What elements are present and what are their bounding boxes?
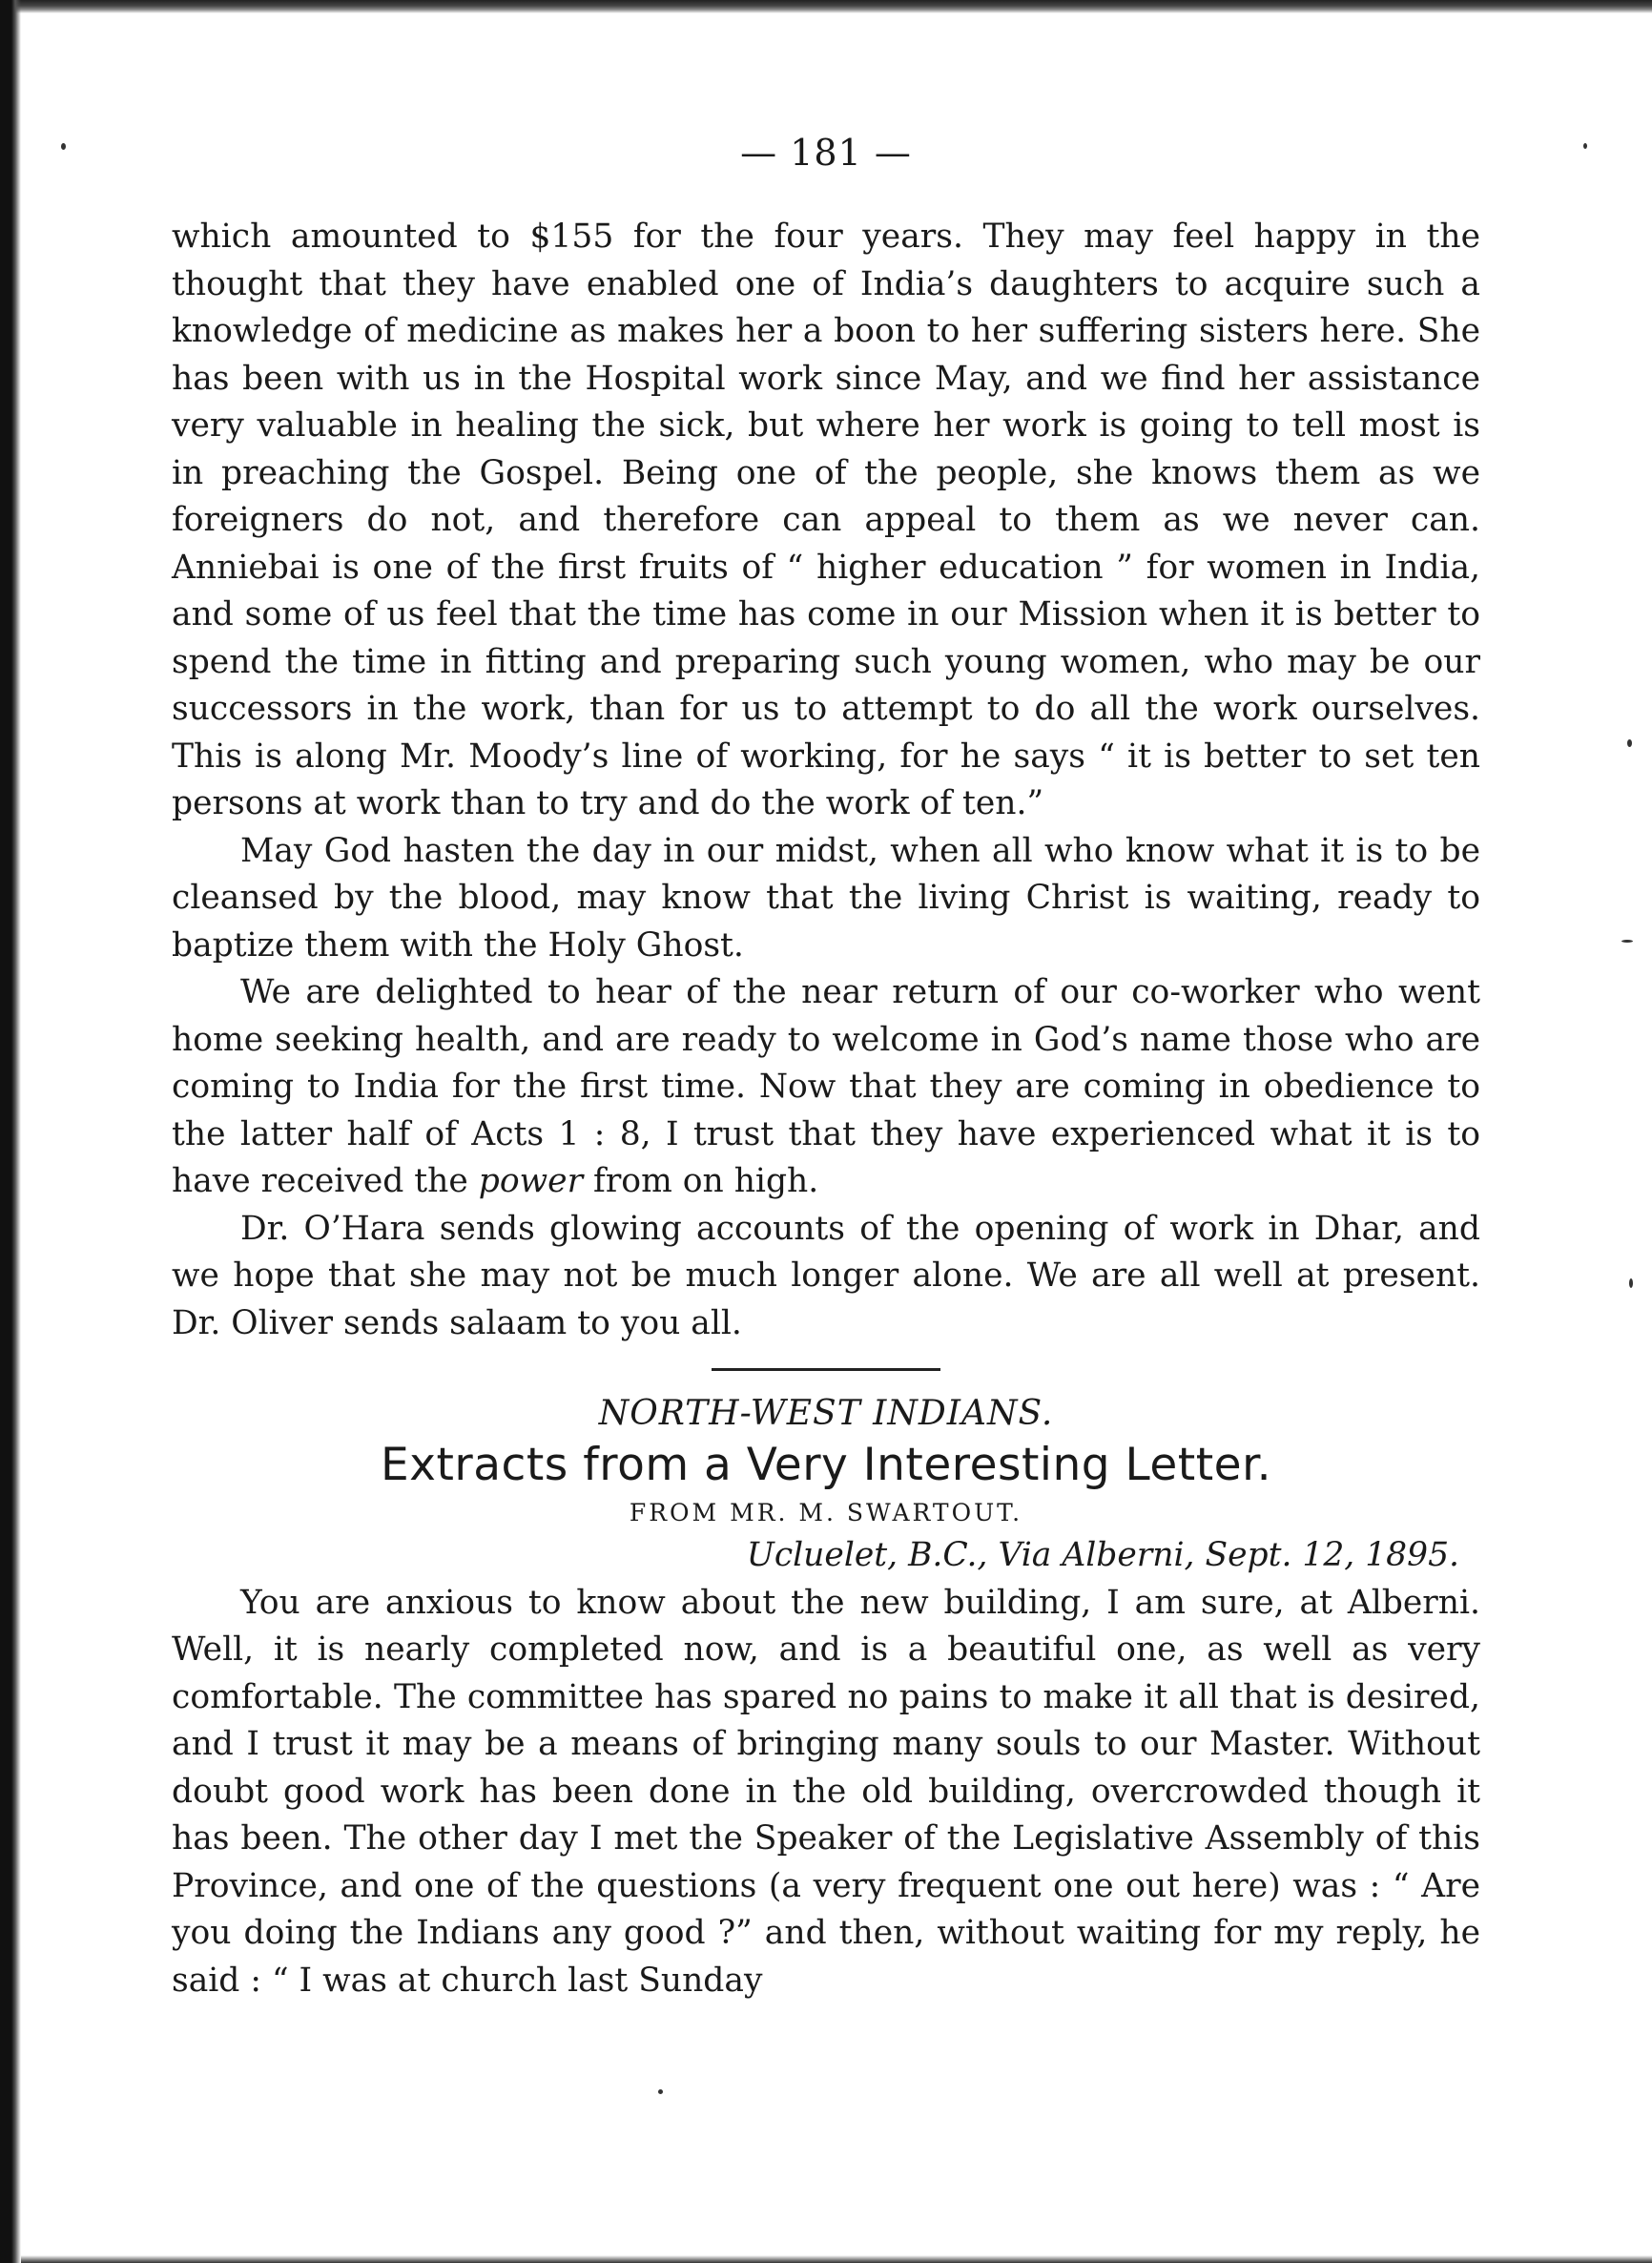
scan-speck [658,2089,663,2094]
scan-speck [1583,143,1587,149]
article-title: Extracts from a Very Interesting Letter. [380,1439,1272,1491]
section-title: NORTH-WEST INDIANS. [598,1394,1054,1433]
page-number: — 181 — [740,132,912,174]
paragraph [172,969,1480,1206]
byline: FROM MR. M. SWARTOUT. [629,1499,1023,1526]
paragraph [172,214,1480,828]
paragraph [172,1580,1480,2005]
scan-edge-left [0,0,21,2263]
paragraph-text: We are delighted to hear of the near return of our co-worker who went home seeking health, and are ready to welcome in God’s name those who are coming to India for the first time. Now that they are coming in obedience to the latter half of Acts 1 : 8, I trust that they have experienced what it is to have received the [172,973,1480,1200]
paragraph-text: May God hasten the day in our midst, when all who know what it is to be cleansed by the blood, may know that the living Christ is waiting, ready to baptize them with the Holy Ghost. [172,831,1480,965]
document-page [172,132,1480,2004]
scan-speck [61,143,66,150]
paragraph-text: Dr. O’Hara sends glowing accounts of the opening of work in Dhar, and we hope that she may not be much longer alone. We are all well at present. Dr. Oliver sends salaam to you all. [172,1209,1480,1342]
paragraph [172,1206,1480,1348]
dateline: Ucluelet, B.C., Via Alberni, Sept. 12, 1895. [746,1536,1459,1574]
paragraph-text: You are anxious to know about the new building, I am sure, at Alberni. Well, it is nearly completed now, and is a beautiful one, as well as very comfortable. The committee has spared no pains to make it all that is desired, and I trust it may be a means of bringing many souls to our Master. Without doubt good work has been done in the old building, overcrowded though it has been. The other day I met the Speaker of the Legislative Assembly of this Province, and one of the questions (a very frequent one out here) was : “ Are you doing the Indians any good ?” and then, without waiting for my reply, he said : “ I was at church last Sunday [172,1583,1480,2000]
scan-edge-bottom [21,2255,1652,2263]
section-divider [712,1368,940,1371]
paragraph-text: which amounted to $155 for the four years. They may feel happy in the thought that they have enabled one of India’s daughters to acquire such a knowledge of medicine as makes her a boon to her suffering sisters here. She has been with us in the Hospital work since May, and we find her assistance very valuable in healing the sick, but where her work is going to tell most is in preaching the Gospel. Being one of the people, she knows them as we foreigners do not, and therefore can appeal to them as we never can. Anniebai is one of the first fruits of “ higher education ” for women in India, and some of us feel that the time has come in our Mission when it is better to spend the time in fitting and preparing such young women, who may be our successors in the work, than for us to attempt to do all the work ourselves. This is along Mr. Moody’s line of working, for he says “ it is better to set ten persons at work than to try and do the work of ten.” [172,218,1480,822]
body-text-bottom [172,1580,1480,2005]
body-text-top [172,214,1480,1347]
scan-speck [1627,739,1632,747]
scan-speck [1629,1278,1633,1288]
paragraph-text: from on high. [583,1162,819,1200]
paragraph [172,828,1480,970]
scan-speck [1621,940,1633,943]
scan-edge-top [0,0,1652,13]
paragraph-text-italic: power [478,1162,584,1200]
